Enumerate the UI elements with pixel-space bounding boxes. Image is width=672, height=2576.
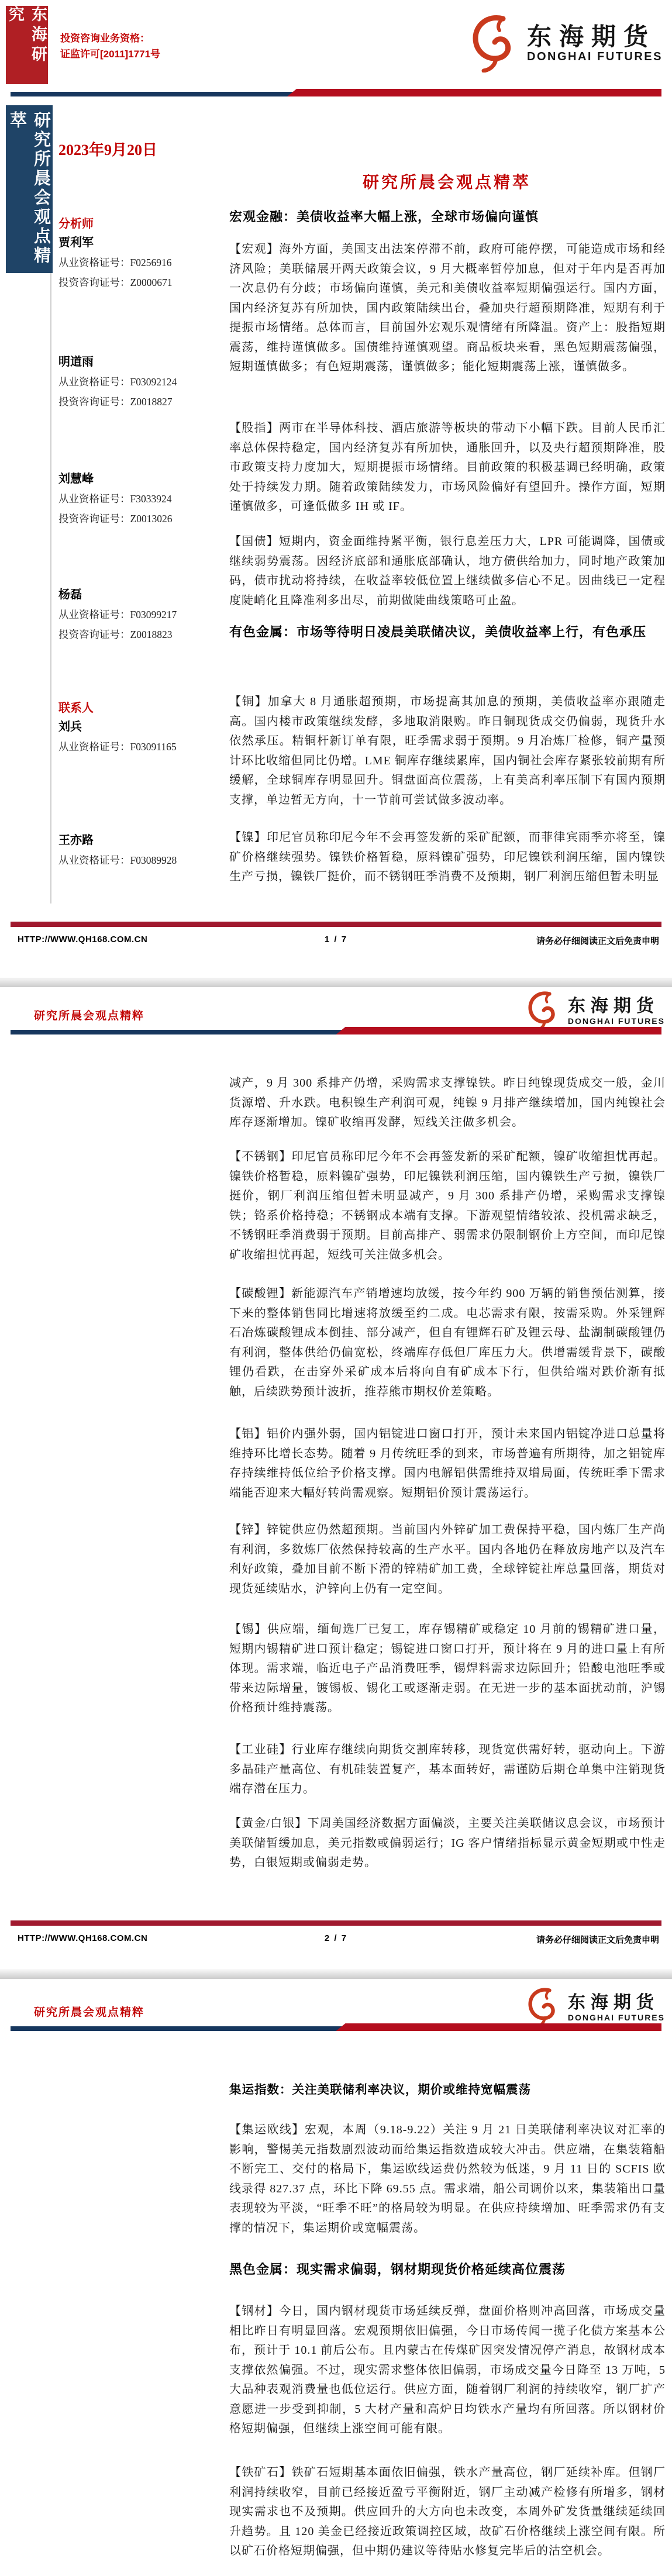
logo-text-block — [568, 996, 665, 1026]
footer-disclaimer: 请务必仔细阅读正文后免责申明 — [536, 1935, 659, 1945]
analyst-name: 贾利军 — [58, 236, 94, 249]
page-number: 2 / 7 — [324, 1933, 348, 1943]
cert-label: 从业资格证号： — [58, 854, 130, 866]
analyst-name: 明道雨 — [58, 356, 94, 368]
paragraph-xin: 【锌】锌锭供应仍然超预期。当前国内外锌矿加工费保持平稳，国内炼厂生产尚有利润，多数炼厂依然保持较高的生产水平。国内各地仍在释放房地产以及汽车利好政策，叠加目前不断下滑的锌精矿加工费，全球锌锭社库总量回落，期货对现货延续贴水，沪锌向上仍有一定空间。 — [229, 1523, 666, 1595]
section-heading-metals: 有色金属：市场等待明日凌晨美联储决议，美债收益率上行，有色承压 — [229, 625, 647, 639]
qualification-line1: 投资咨询业务资格： — [60, 33, 150, 44]
paragraph-tong: 【铜】加拿大 8 月通胀超预期，市场提高其加息的预期，美债收益率亦跟随走高。国内楼市政策继续发酵，多地取消限购。昨日铜现货成交仍偏弱，现货升水依然承压。精铜杆新订单有限，旺季需求弱于预期。9 月冶炼厂检修，铜产量预计环比收缩但同比仍增。LME 铜库存继续累库，国内铜社会库存紧张较前期有所缓解，全球铜库存明显回升。铜盘面高位震荡，上有美高利率压制下有国内预期支撑，单边暂无方向，十一节前可尝试做多波动率。 — [229, 695, 666, 806]
header-divider — [11, 2023, 661, 2032]
advisory-label: 投资咨询证号： — [58, 629, 130, 640]
contact-item — [58, 717, 228, 757]
logo-en-text: DONGHAI FUTURES — [567, 2013, 665, 2022]
paragraph-nie-continued: 减产，9 月 300 系排产仍增，采购需求支撑镍铁。昨日纯镍现货成交一般，金川货源增、升水跌。电积镍生产利润可观，纯镍 9 月排产继续增加，国内纯镍社会库存逐渐增加。镍矿收缩再发酵，短线关注做多机会。 — [229, 1077, 666, 1129]
cert-value: F03089928 — [130, 854, 177, 866]
paragraph-huangjin-baiyin: 【黄金/白银】下周美国经济数据方面偏淡，主要关注美联储议息会议，市场预计美联储暂缓加息，美元指数或偏弱运行；IG 客户情绪指标显示黄金短期或中性走势，白银短期或偏弱走势。 — [229, 1817, 666, 1869]
qualification-line2: 证监许可[2011]1771号 — [60, 49, 161, 60]
advisory-value: Z0018827 — [130, 396, 173, 408]
cert-label: 从业资格证号： — [58, 376, 130, 388]
paragraph-tansuanli: 【碳酸锂】新能源汽车产销增速均放缓，按今年约 900 万辆的销售预估测算，接下来的整体销售同比增速将放缓至约二成。电芯需求有限，按需采购。外采锂辉石冶炼碳酸锂成本倒挂、部分减产，但自有锂辉石矿及锂云母、盐湖制碳酸锂仍有利润，整体供给仍偏宽松，终端库存低但厂库压力大。供增需缓背景下，碳酸锂仍看跌，在击穿外采矿成本后将向自有矿成本下行，但供给端对跌价渐有抵触，后续跌势预计波折，推荐熊市期权价差策略。 — [229, 1287, 666, 1398]
cert-label: 从业资格证号： — [58, 741, 130, 753]
analyst-cert — [58, 489, 228, 509]
analyst-advisory — [58, 273, 228, 292]
analyst-item — [58, 233, 228, 292]
contact-name: 王亦路 — [58, 834, 94, 847]
section-heading-shipping: 集运指数：关注美联储利率决议，期价或维持宽幅震荡 — [229, 2084, 531, 2096]
page-header-title: 研究所晨会观点精粹 — [34, 2006, 145, 2019]
company-logo — [525, 1987, 665, 2028]
analyst-item — [58, 469, 228, 529]
footer-url-link[interactable]: HTTP://WWW.QH168.COM.CN — [18, 1933, 148, 1943]
advisory-value: Z0000671 — [130, 277, 173, 288]
section-heading-macro: 宏观金融：美债收益率大幅上涨，全球市场偏向谨慎 — [229, 209, 539, 224]
analyst-cert — [58, 253, 228, 273]
logo-cn-text: 东海期货 — [567, 996, 659, 1016]
cert-value: F0256916 — [130, 257, 172, 268]
analyst-cert — [58, 372, 228, 392]
qualification-text — [60, 30, 160, 62]
paragraph-hongguan: 【宏观】海外方面，美国支出法案停滞不前，政府可能停摆，可能造成市场和经济风险；美联储展开两天政策会议，9 月大概率暂停加息，但对于年内是否再加一次息仍有分歧；市场偏向谨慎，美元和美债收益率短期偏强运行。国内方面，国内经济复苏有所加快，国内政策陆续出台，叠加央行超预期降准，短期有利于提振市场情绪。总体而言，目前国外宏观乐观情绪有所降温。资产上：股指短期震荡，维持谨慎做多。国债维持谨慎观望。商品板块来看，黑色短期震荡偏强，短期谨慎做多；有色短期震荡，谨慎做多；能化短期震荡上涨，谨慎做多。 — [229, 243, 666, 373]
brand-vertical-text: 东海研究 — [6, 6, 47, 65]
header-divider — [11, 89, 661, 97]
advisory-label: 投资咨询证号： — [58, 277, 130, 288]
sidebar-rule — [50, 273, 51, 904]
analyst-item — [58, 585, 228, 644]
cert-label: 从业资格证号： — [58, 493, 130, 505]
advisory-value: Z0018823 — [130, 629, 173, 640]
paragraph-gongyegui: 【工业硅】行业库存继续向期货交割库转移，现货宽供需好转，驱动向上。下游多晶硅产量高位、有机硅装置复产，基本面转好，需谨防后期仓单集中注销现货端存潜在压力。 — [229, 1743, 666, 1795]
divider-blue-segment — [11, 1030, 349, 1034]
page-header-title: 研究所晨会观点精粹 — [34, 1010, 145, 1022]
page-1 — [0, 0, 672, 978]
dragon-logo-icon — [525, 1987, 562, 2028]
analyst-advisory — [58, 625, 228, 644]
analyst-advisory — [58, 392, 228, 412]
dragon-logo-icon — [525, 991, 562, 1032]
logo-cn-text: 东海期货 — [567, 1993, 659, 2012]
cert-label: 从业资格证号： — [58, 609, 130, 620]
paragraph-guzhi: 【股指】两市在半导体科技、酒店旅游等板块的带动下小幅下跌。目前人民币汇率总体保持稳定，国内经济复苏有所加快，通胀回升，以及央行超预期降准，股市政策支持力度加大，短期提振市场情绪。目前政策的积极基调已经明确，政策处于持续发力期。随着政策陆续发力，市场风险偏好有望回升。操作方面，短期谨慎做多，可逢低做多 IH 或 IF。 — [229, 422, 666, 513]
analyst-item — [58, 352, 228, 412]
paragraph-buxiugang: 【不锈钢】印尼官员称印尼今年不会再签发新的采矿配额，镍矿收缩担忧再起。镍铁价格暂稳，原料镍矿强势，印尼镍铁利润压缩，国内镍铁生产亏损，镍铁厂挺价，钢厂利润压缩但暂未明显减产，9 月 300 系排产仍增，采购需求支撑镍铁；铬系价格持稳；不锈钢成本端有支撑。下游观望情绪较浓、投机需求缺乏，不锈钢旺季消费弱于预期。目前高排产、弱需求仍限制钢价上方空间，而印尼镍矿收缩担忧再起，短线可关注做多机会。 — [229, 1150, 666, 1261]
page-number: 1 / 7 — [324, 934, 348, 944]
footer-bar — [11, 922, 661, 927]
paragraph-gangcai: 【钢材】今日，国内钢材现货市场延续反弹，盘面价格则冲高回落，市场成交量相比昨日有明显回落。宏观预期依旧偏强，今日市场传闻一揽子化债方案基本公布，预计于 10.1 前后公布。且内蒙古在传煤矿因突发情况停产消息，故钢材成本支撑依然偏强。不过，现实需求整体依旧偏弱，市场成交量今日降至 13 万吨，5 大品种表观消费量也低位运行。供应方面，随着钢厂利润的持续收窄，钢厂扩产意愿进一步受到抑制，5 大材产量和高炉日均铁水产量均有所回落。所以钢材价格短期偏强，但继续上涨空间可能有限。 — [229, 2305, 666, 2435]
divider-blue-segment — [11, 92, 297, 96]
logo-cn-text: 东海期货 — [527, 22, 656, 50]
dragon-logo-icon — [467, 14, 521, 73]
cert-value: F3033924 — [130, 493, 172, 505]
logo-text-block — [527, 23, 663, 64]
divider-red-segment — [336, 1027, 662, 1034]
contact-item — [58, 830, 228, 870]
advisory-value: Z0013026 — [130, 513, 173, 525]
donghai-research-badge — [6, 6, 48, 84]
paragraph-xi: 【锡】供应端，缅甸选厂已复工，库存锡精矿或稳定 10 月前的锡精矿进口量，短期内锡精矿进口预计稳定；锡锭进口窗口打开，预计将在 9 月的进口量上有所体现。需求端，临近电子产品消费旺季，锡焊料需求边际回升；铅酸电池旺季或带来边际增量，镀锡板、锡化工或逐渐走弱。在无进一步的基本面扰动前，沪锡价格预计维持震荡。 — [229, 1623, 666, 1714]
company-logo — [525, 991, 665, 1032]
cert-value: F03091165 — [130, 741, 177, 753]
analyst-advisory — [58, 509, 228, 529]
header-divider — [11, 1027, 661, 1035]
paragraph-nie: 【镍】印尼官员称印尼今年不会再签发新的采矿配额，而菲律宾雨季亦将至，镍矿价格继续强势。镍铁价格暂稳，原料镍矿强势，印尼镍铁利润压缩，国内镍铁生产亏损，镍铁厂挺价，而不锈钢旺季消费不及预期，钢厂利润压缩但暂未明显 — [229, 831, 666, 883]
advisory-label: 投资咨询证号： — [58, 396, 130, 408]
footer-disclaimer: 请务必仔细阅读正文后免责申明 — [536, 936, 659, 946]
page-title: 研究所晨会观点精萃 — [362, 173, 531, 191]
cert-value: F03092124 — [130, 376, 177, 388]
analyst-cert — [58, 605, 228, 625]
section-heading-black-metals: 黑色金属：现实需求偏弱，钢材期现货价格延续高位震荡 — [229, 2262, 566, 2277]
paragraph-lv: 【铝】铝价内强外弱，国内铝锭进口窗口打开，预计未来国内铝锭净进口总量将维持环比增长态势。随着 9 月传统旺季的到来，市场普遍有所期待，加之铝锭库存持续维持低位给予价格支撑。国内电解铝供需维持双增局面，传统旺季下需求端能否迎来大幅好转尚需观察。短期铝价预计震荡运行。 — [229, 1427, 666, 1499]
sidebar-vertical-title — [6, 105, 53, 273]
divider-red-segment — [287, 89, 661, 96]
analyst-name: 刘慧峰 — [58, 473, 94, 485]
divider-red-segment — [336, 2023, 662, 2031]
cert-label: 从业资格证号： — [58, 257, 130, 268]
divider-blue-segment — [11, 2026, 349, 2031]
page-2 — [0, 987, 672, 1970]
page-3 — [0, 1979, 672, 2576]
logo-en-text: DONGHAI FUTURES — [567, 1016, 665, 1026]
contact-cert — [58, 850, 228, 870]
company-logo — [467, 14, 663, 73]
paragraph-guozhai: 【国债】短期内，资金面维持紧平衡，银行息差压力大，LPR 可能调降，国债或继续弱势震荡。因经济底部和通胀底部确认，地方债供给加力，同时地产政策加码，债市扰动将持续，在收益率较低位置上继续做多信心不足。因曲线已一定程度陡峭化且降准利多出尽，前期做陡曲线策略可止盈。 — [229, 535, 666, 607]
advisory-label: 投资咨询证号： — [58, 513, 130, 525]
logo-en-text: DONGHAI FUTURES — [527, 50, 663, 63]
footer-url-link[interactable]: HTTP://WWW.QH168.COM.CN — [18, 934, 148, 944]
paragraph-jiyun-ouxian: 【集运欧线】宏观，本周（9.18-9.22）关注 9 月 21 日美联储利率决议对汇率的影响，警惕美元指数剧烈波动而给集运指数造成较大冲击。供应端，在集装箱船不断完工、交付的格局下，集运欧线运费仍然较为低迷，9 月 11 日的 SCFIS 欧线录得 827.37 点，环比下降 69.55 点。需求端，船公司调价以来，集装箱出口量表现较为平淡，“旺季不旺”的格局较为明显。在供应持续增加、旺季需求仍有支撑的情况下，集运期价或宽幅震荡。 — [229, 2123, 666, 2234]
analyst-name: 杨磊 — [58, 588, 82, 601]
contact-label: 联系人 — [58, 702, 94, 715]
paragraph-tiekuangshi: 【铁矿石】铁矿石短期基本面依旧偏强，铁水产量高位，钢厂延续补库。但钢厂利润持续收窄，目前已经接近盈亏平衡附近，钢厂主动减产检修有所增多，钢材现实需求也不及预期。供应回升的大方向也未改变，本周外矿发货量继续延续回升趋势。且 120 美金已经接近政策调控区域，故矿石价格继续上涨空间有限。所以矿石价格短期偏强，但中期仍建议等待贴水修复完毕后的沽空机会。 — [229, 2466, 666, 2557]
report-date: 2023年9月20日 — [58, 142, 158, 158]
sidebar-vertical-title-text: 研究所晨会观点精萃 — [8, 111, 50, 265]
footer-bar — [11, 1920, 661, 1926]
contact-cert — [58, 737, 228, 757]
contact-name: 刘兵 — [58, 720, 82, 733]
cert-value: F03099217 — [130, 609, 177, 620]
logo-text-block — [568, 1993, 665, 2022]
analysts-label: 分析师 — [58, 218, 94, 230]
